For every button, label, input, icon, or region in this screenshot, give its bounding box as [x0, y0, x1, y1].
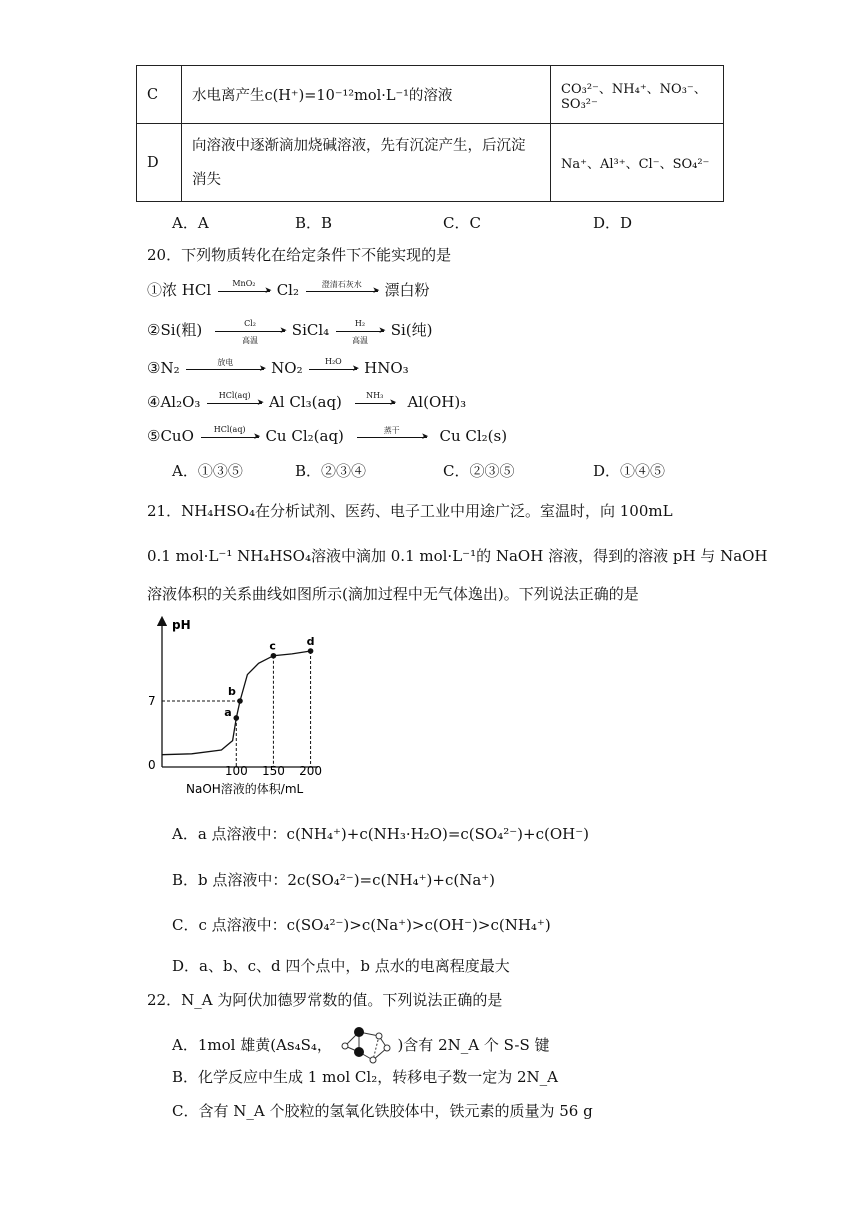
row-ions: Na⁺、Al³⁺、Cl⁻、SO₄²⁻: [551, 124, 724, 202]
q21-choice-a: A．a 点溶液中：c(NH₄⁺)+c(NH₃·H₂O)=c(SO₄²⁻)+c(OH⁻): [172, 825, 589, 843]
q21-choice-b: B．b 点溶液中：2c(SO₄²⁻)=c(NH₄⁺)+c(Na⁺): [172, 871, 496, 889]
point-b: [237, 698, 243, 704]
q20-stem: 20．下列物质转化在给定条件下不能实现的是: [147, 246, 452, 264]
q21-choice-c: C．c 点溶液中：c(SO₄²⁻)>c(Na⁺)>c(OH⁻)>c(NH₄⁺): [172, 916, 551, 934]
arrow-label: 高温: [351, 335, 368, 345]
q20-choice-b: B．②③④: [295, 462, 367, 480]
point-c: [271, 653, 277, 659]
product: HNO₃: [364, 359, 409, 377]
q22-stem: 22．N_A 为阿伏加德罗常数的值。下列说法正确的是: [147, 991, 503, 1009]
q20-item-1: [147, 279, 430, 300]
arrow-icon: Cl₂ ➤ 高温: [215, 331, 285, 332]
product: Cu Cl₂(s): [439, 427, 508, 445]
intermediate: Al Cl₃(aq): [268, 393, 342, 411]
q21-stem-line3: 溶液体积的关系曲线如图所示(滴加过程中无气体逸出)。下列说法正确的是: [147, 585, 639, 603]
y-axis-label: pH: [172, 618, 191, 632]
q19-choice-b: B．B: [295, 214, 333, 232]
point-a: [233, 715, 239, 721]
q19-choice-c: C．C: [443, 214, 481, 232]
reactant: ③N₂: [147, 359, 180, 377]
point-label-b: b: [228, 685, 236, 698]
row-label: C: [137, 66, 182, 124]
point-label-d: d: [306, 635, 315, 649]
choice-a-prefix: A．1mol 雄黄(As₄S₄，: [172, 1036, 332, 1054]
product: Al(OH)₃: [407, 393, 467, 411]
row-condition: 水电离产生c(H⁺)=10⁻¹²mol·L⁻¹的溶液: [182, 66, 551, 124]
arrow-label: H₂O: [325, 356, 342, 366]
q21-stem-line2: 0.1 mol·L⁻¹ NH₄HSO₄溶液中滴加 0.1 mol·L⁻¹的 NaOH 溶液，得到的溶液 pH 与 NaOH: [147, 547, 768, 565]
arrow-icon: 放电 ➤: [186, 369, 264, 370]
table-row: [137, 66, 724, 124]
origin-label: 0: [148, 758, 156, 772]
arrow-label: 放电: [217, 357, 234, 367]
row-label: D: [137, 124, 182, 202]
as4s4-molecule-icon: [337, 1026, 393, 1066]
intermediate: Cl₂: [276, 281, 299, 299]
row-condition: [182, 124, 551, 202]
arrow-label: MnO₂: [232, 278, 256, 288]
q20-item-4: [147, 390, 467, 411]
q21-stem-line1: 21．NH₄HSO₄在分析试剂、医药、电子工业中用途广泛。室温时，向 100mL: [147, 502, 673, 520]
x-tick-label: 150: [261, 764, 285, 778]
point-label-a: a: [224, 705, 232, 719]
options-table: [136, 65, 724, 202]
curve-points: [224, 635, 314, 721]
reactant: ⑤CuO: [147, 427, 194, 445]
q20-choice-d: D．①④⑤: [593, 462, 666, 480]
y-tick-label: 7: [148, 694, 156, 708]
reactant: ①浓 HCl: [147, 281, 212, 299]
arrow-label: HCl(aq): [213, 424, 246, 434]
q20-choice-a: A．①③⑤: [172, 462, 243, 480]
arrow-label: 蒸干: [383, 425, 400, 435]
intermediate: SiCl₄: [291, 321, 330, 339]
reactant: ②Si(粗): [147, 321, 203, 339]
q20-choice-c: C．②③⑤: [443, 462, 515, 480]
row-condition-line1: 向溶液中逐渐滴加烧碱溶液，先有沉淀产生，后沉淀: [192, 137, 526, 154]
arrow-icon: HCl(aq) ➤: [201, 437, 259, 438]
guide-lines: [162, 651, 311, 767]
q22-choice-a: [172, 1026, 550, 1066]
arrow-label: NH₃: [366, 390, 384, 400]
arrow-label: H₂: [354, 318, 366, 328]
row-condition-line2: 消失: [192, 171, 221, 188]
x-axis-label: NaOH溶液的体积/mL: [186, 782, 304, 796]
q19-choice-a: A．A: [172, 214, 209, 232]
arrow-icon: 澄清石灰水 ➤: [306, 291, 378, 292]
reactant: ④Al₂O₃: [147, 393, 201, 411]
choice-a-suffix: )含有 2N_A 个 S-S 键: [397, 1036, 550, 1054]
q22-choice-c: C．含有 N_A 个胶粒的氢氧化铁胶体中，铁元素的质量为 56 g: [172, 1102, 593, 1120]
table-row: [137, 124, 724, 202]
ph-titration-chart: [140, 615, 340, 800]
arrow-icon: H₂ ➤ 高温: [336, 331, 384, 332]
q22-choice-b: B．化学反应中生成 1 mol Cl₂，转移电子数一定为 2N_A: [172, 1068, 558, 1086]
q21-choice-d: D．a、b、c、d 四个点中，b 点水的电离程度最大: [172, 957, 510, 975]
product: 漂白粉: [384, 281, 430, 299]
product: Si(纯): [390, 321, 433, 339]
point-label-c: c: [269, 639, 276, 653]
arrow-label: 澄清石灰水: [321, 279, 362, 289]
arrow-icon: MnO₂ ➤: [218, 291, 270, 292]
point-d: [308, 648, 314, 654]
arrow-label: HCl(aq): [218, 390, 251, 400]
x-tick-label: 100: [224, 764, 248, 778]
q19-choice-d: D．D: [593, 214, 633, 232]
x-tick-label: 200: [299, 764, 323, 778]
q20-item-2: [147, 318, 433, 345]
q20-item-5: [147, 424, 508, 445]
arrow-label: 高温: [242, 335, 259, 345]
arrow-icon: NH₃ ➤: [355, 403, 395, 404]
arrow-label: Cl₂: [244, 318, 256, 328]
intermediate: Cu Cl₂(aq): [265, 427, 344, 445]
arrow-icon: H₂O ➤: [309, 369, 357, 370]
q20-item-3: [147, 356, 409, 377]
row-ions: CO₃²⁻、NH₄⁺、NO₃⁻、SO₃²⁻: [551, 66, 724, 124]
arrow-icon: HCl(aq) ➤: [207, 403, 262, 404]
intermediate: NO₂: [271, 359, 303, 377]
arrow-icon: 蒸干 ➤: [357, 437, 427, 438]
